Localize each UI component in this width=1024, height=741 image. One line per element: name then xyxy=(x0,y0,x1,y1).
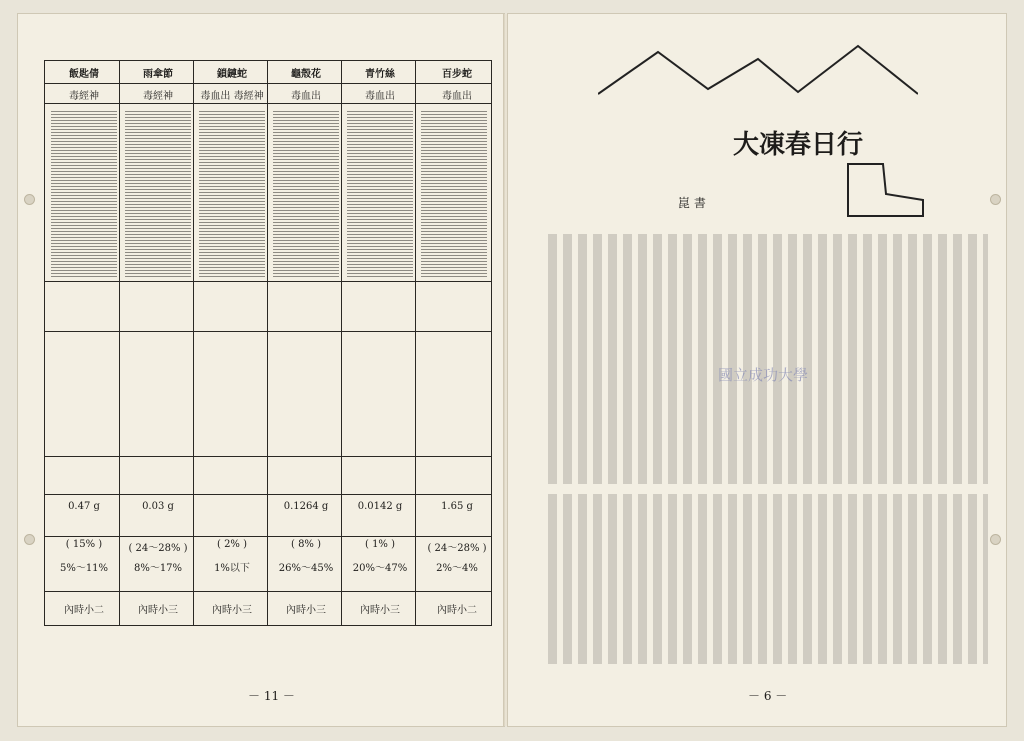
text-block xyxy=(273,109,339,277)
col-name: 龜殼花 xyxy=(291,69,321,80)
col-time: 內時小三 xyxy=(286,605,326,616)
mountains-illustration xyxy=(598,34,918,104)
text-block xyxy=(421,109,487,277)
col-dose: ( 8% ) xyxy=(290,539,322,550)
col-toxin: 毒經神 xyxy=(143,91,173,102)
library-watermark: 國立成功大學 xyxy=(718,366,809,384)
col-dose2: 8%～17% xyxy=(133,563,183,574)
col-time: 內時小三 xyxy=(138,605,178,616)
col-dose2: 26%～45% xyxy=(278,563,334,574)
col-toxin: 毒血出 xyxy=(442,91,472,102)
text-block xyxy=(199,109,265,277)
col-dose2: 5%～11% xyxy=(59,563,109,574)
page-number: － 11 － xyxy=(248,689,295,703)
boot-icon xyxy=(838,154,928,224)
col-weight: 0.47 g xyxy=(68,501,100,512)
col-dose: ( 15% ) xyxy=(65,539,103,550)
col-dose2: 2%～4% xyxy=(436,563,478,574)
text-block xyxy=(548,234,988,484)
col-time: 內時小三 xyxy=(360,605,400,616)
right-page xyxy=(508,14,1006,726)
col-weight: 1.65 g xyxy=(441,501,473,512)
binder-hole xyxy=(24,534,35,545)
col-dose: ( 24～28% ) xyxy=(128,543,188,554)
col-time: 內時小二 xyxy=(437,605,477,616)
col-name: 雨傘節 xyxy=(143,69,173,80)
col-weight: 0.03 g xyxy=(142,501,174,512)
col-name: 鎖鏈蛇 xyxy=(217,69,247,80)
col-dose2: 20%～47% xyxy=(352,563,408,574)
article-title: 大凍春日行 xyxy=(733,130,864,160)
col-dose2: 1%以下 xyxy=(214,563,250,574)
text-block xyxy=(125,109,191,277)
col-weight: 0.0142 g xyxy=(357,501,403,512)
col-toxin: 毒經神 xyxy=(69,91,99,102)
col-name: 飯匙倩 xyxy=(69,69,99,80)
text-block xyxy=(548,494,988,664)
col-toxin: 毒血出 xyxy=(365,91,395,102)
col-weight: 0.1264 g xyxy=(283,501,329,512)
binder-hole xyxy=(990,534,1001,545)
col-name: 百步蛇 xyxy=(442,69,472,80)
col-dose: ( 2% ) xyxy=(216,539,248,550)
page-number: － 6 － xyxy=(748,689,788,703)
col-toxin: 毒血出 xyxy=(291,91,321,102)
snake-table xyxy=(44,60,492,626)
binder-hole xyxy=(990,194,1001,205)
article-byline: 崑 書 xyxy=(678,196,706,210)
col-dose: ( 24～28% ) xyxy=(427,543,487,554)
col-dose: ( 1% ) xyxy=(364,539,396,550)
col-toxin: 毒血出 毒經神 xyxy=(200,91,264,102)
col-time: 內時小二 xyxy=(64,605,104,616)
binder-hole xyxy=(24,194,35,205)
left-page xyxy=(18,14,504,726)
col-name: 青竹絲 xyxy=(365,69,395,80)
text-block xyxy=(347,109,413,277)
text-block xyxy=(51,109,117,277)
col-time: 內時小三 xyxy=(212,605,252,616)
